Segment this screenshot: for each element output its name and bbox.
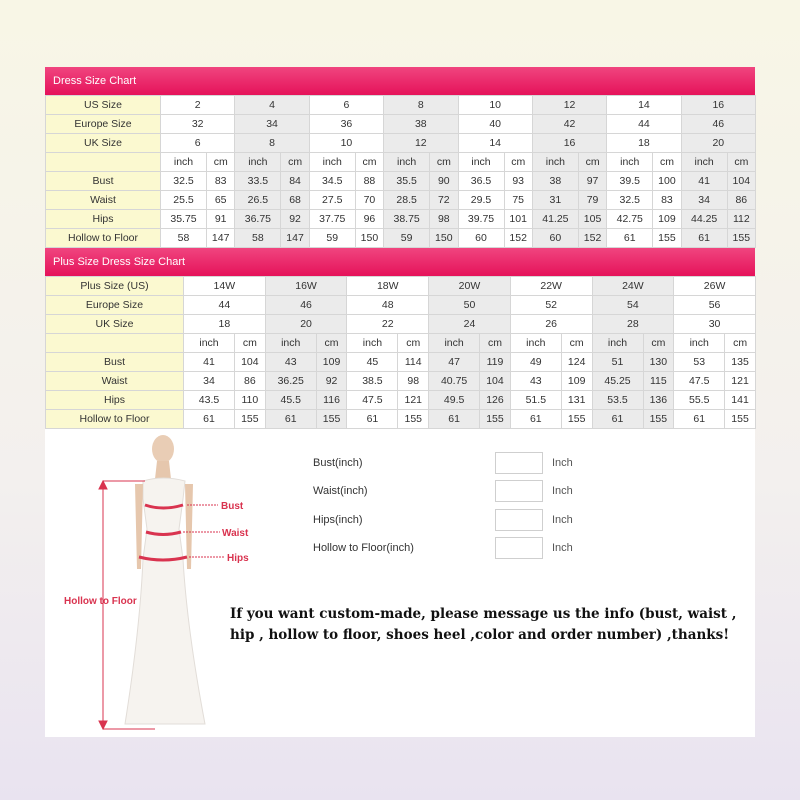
measurement-cell: 27.5: [309, 191, 355, 210]
measurement-cell: 58: [161, 229, 207, 248]
size-row: [46, 115, 756, 134]
measurement-section: [45, 429, 755, 737]
measurement-cell: 60: [532, 229, 578, 248]
measurement-cell: 39.5: [607, 172, 653, 191]
unit-cell: inch: [429, 334, 480, 353]
measurement-cell: 41: [184, 353, 235, 372]
measurement-cell: 155: [727, 229, 755, 248]
size-cell: 44: [184, 296, 266, 315]
size-cell: 44: [607, 115, 681, 134]
field-label: Hollow to Floor(inch): [313, 542, 414, 554]
measurement-cell: 51.5: [510, 391, 561, 410]
size-cell: 18: [184, 315, 266, 334]
measurement-cell: 34.5: [309, 172, 355, 191]
unit-cell: cm: [398, 334, 429, 353]
measurement-cell: 124: [561, 353, 592, 372]
size-cell: 20: [681, 134, 755, 153]
measurement-cell: 36.25: [265, 372, 316, 391]
model-head: [152, 435, 174, 463]
field-label: Bust(inch): [313, 457, 363, 469]
size-cell: 20: [265, 315, 347, 334]
field-label: Waist(inch): [313, 485, 368, 497]
measurement-row: [46, 372, 756, 391]
measurement-cell: 155: [235, 410, 266, 429]
row-label: Bust: [46, 172, 161, 191]
measurement-cell: 155: [561, 410, 592, 429]
measurement-cell: 155: [653, 229, 681, 248]
measurement-cell: 131: [561, 391, 592, 410]
size-cell: 16: [681, 96, 755, 115]
row-label: UK Size: [46, 134, 161, 153]
measurement-cell: 38.75: [384, 210, 430, 229]
bust-field-row: [313, 457, 573, 469]
unit-cell: cm: [561, 334, 592, 353]
hips-input[interactable]: [495, 509, 543, 531]
row-label: Waist: [46, 372, 184, 391]
size-cell: 30: [674, 315, 756, 334]
measurement-cell: 32.5: [607, 191, 653, 210]
size-cell: 6: [309, 96, 383, 115]
measurement-cell: 72: [430, 191, 458, 210]
measurement-cell: 110: [235, 391, 266, 410]
size-cell: 46: [265, 296, 347, 315]
measurement-cell: 147: [281, 229, 309, 248]
measurement-cell: 92: [316, 372, 347, 391]
measurement-cell: 47.5: [347, 391, 398, 410]
measurement-cell: 61: [681, 229, 727, 248]
measurement-cell: 88: [355, 172, 383, 191]
measurement-cell: 119: [480, 353, 511, 372]
row-label: US Size: [46, 96, 161, 115]
measurement-cell: 121: [398, 391, 429, 410]
dress-measurement-diagram: [45, 429, 305, 737]
size-cell: 18: [607, 134, 681, 153]
size-cell: 22: [347, 315, 429, 334]
measurement-cell: 155: [398, 410, 429, 429]
measurement-cell: 41: [681, 172, 727, 191]
row-label: Europe Size: [46, 296, 184, 315]
size-cell: 12: [384, 134, 458, 153]
measurement-cell: 59: [384, 229, 430, 248]
size-cell: 26: [510, 315, 592, 334]
hollow-to-floor-label: Hollow to Floor: [64, 596, 137, 607]
unit-cell: cm: [355, 153, 383, 172]
measurement-cell: 28.5: [384, 191, 430, 210]
measurement-cell: 135: [725, 353, 756, 372]
size-cell: 42: [532, 115, 606, 134]
measurement-cell: 61: [674, 410, 725, 429]
size-cell: 2: [161, 96, 235, 115]
bust-label: Bust: [221, 501, 244, 512]
measurement-cell: 39.75: [458, 210, 504, 229]
row-label: Waist: [46, 191, 161, 210]
measurement-cell: 40.75: [429, 372, 480, 391]
measurement-cell: 61: [510, 410, 561, 429]
measurement-cell: 60: [458, 229, 504, 248]
measurement-cell: 155: [480, 410, 511, 429]
measurement-cell: 115: [643, 372, 674, 391]
unit-cell: inch: [384, 153, 430, 172]
size-cell: 32: [161, 115, 235, 134]
size-cell: 34: [235, 115, 309, 134]
waist-input[interactable]: [495, 480, 543, 502]
measurement-cell: 61: [429, 410, 480, 429]
row-label: Hollow to Floor: [46, 410, 184, 429]
measurement-cell: 101: [504, 210, 532, 229]
measurement-row: [46, 391, 756, 410]
measurement-cell: 130: [643, 353, 674, 372]
unit-cell: cm: [207, 153, 235, 172]
row-label: Hips: [46, 391, 184, 410]
size-cell: 28: [592, 315, 674, 334]
size-cell: 14: [607, 96, 681, 115]
measurement-cell: 116: [316, 391, 347, 410]
unit-cell: inch: [532, 153, 578, 172]
unit-cell: inch: [347, 334, 398, 353]
measurement-cell: 49: [510, 353, 561, 372]
size-cell: 22W: [510, 277, 592, 296]
measurement-cell: 38: [532, 172, 578, 191]
measurement-cell: 105: [578, 210, 606, 229]
size-row: [46, 134, 756, 153]
measurement-cell: 114: [398, 353, 429, 372]
plus-size-chart: [45, 248, 755, 429]
measurement-cell: 61: [592, 410, 643, 429]
page-content: [45, 67, 755, 737]
measurement-cell: 61: [184, 410, 235, 429]
measurement-cell: 34: [681, 191, 727, 210]
measurement-cell: 33.5: [235, 172, 281, 191]
measurement-cell: 51: [592, 353, 643, 372]
size-cell: 16: [532, 134, 606, 153]
measurement-cell: 141: [725, 391, 756, 410]
row-label: UK Size: [46, 315, 184, 334]
unit-cell: cm: [578, 153, 606, 172]
measurement-cell: 53: [674, 353, 725, 372]
unit-label: Inch: [552, 485, 573, 497]
size-row: [46, 277, 756, 296]
measurement-cell: 59: [309, 229, 355, 248]
measurement-cell: 90: [430, 172, 458, 191]
size-row: [46, 96, 756, 115]
measurement-cell: 147: [207, 229, 235, 248]
unit-cell: inch: [592, 334, 643, 353]
size-cell: 50: [429, 296, 511, 315]
measurement-cell: 83: [207, 172, 235, 191]
measurement-cell: 109: [561, 372, 592, 391]
measurement-cell: 31: [532, 191, 578, 210]
measurement-cell: 45.25: [592, 372, 643, 391]
unit-cell: cm: [480, 334, 511, 353]
measurement-cell: 104: [480, 372, 511, 391]
measurement-cell: 55.5: [674, 391, 725, 410]
measurement-cell: 49.5: [429, 391, 480, 410]
unit-cell: inch: [184, 334, 235, 353]
measurement-cell: 61: [607, 229, 653, 248]
measurement-cell: 91: [207, 210, 235, 229]
size-row: [46, 296, 756, 315]
measurement-cell: 43: [265, 353, 316, 372]
bust-input[interactable]: [495, 452, 543, 474]
measurement-cell: 86: [235, 372, 266, 391]
measurement-cell: 25.5: [161, 191, 207, 210]
measurement-row: [46, 229, 756, 248]
unit-cell: inch: [458, 153, 504, 172]
size-cell: 56: [674, 296, 756, 315]
size-cell: 14W: [184, 277, 266, 296]
size-cell: 52: [510, 296, 592, 315]
measurement-cell: 100: [653, 172, 681, 191]
size-cell: 8: [384, 96, 458, 115]
measurement-cell: 93: [504, 172, 532, 191]
size-table: [45, 95, 756, 248]
row-label: Europe Size: [46, 115, 161, 134]
size-cell: 48: [347, 296, 429, 315]
measurement-cell: 44.25: [681, 210, 727, 229]
measurement-cell: 38.5: [347, 372, 398, 391]
measurement-cell: 42.75: [607, 210, 653, 229]
size-cell: 24: [429, 315, 511, 334]
dress-size-chart: [45, 67, 755, 248]
measurement-cell: 26.5: [235, 191, 281, 210]
measurement-cell: 34: [184, 372, 235, 391]
unit-cell: cm: [430, 153, 458, 172]
measurement-cell: 152: [504, 229, 532, 248]
size-cell: 54: [592, 296, 674, 315]
measurement-cell: 98: [398, 372, 429, 391]
unit-cell: cm: [235, 334, 266, 353]
measurement-cell: 96: [355, 210, 383, 229]
measurement-cell: 29.5: [458, 191, 504, 210]
size-table: [45, 276, 756, 429]
waist-field-row: [313, 485, 573, 497]
row-label: Hollow to Floor: [46, 229, 161, 248]
measurement-cell: 104: [235, 353, 266, 372]
unit-cell: cm: [725, 334, 756, 353]
unit-cell: inch: [674, 334, 725, 353]
measurement-row: [46, 172, 756, 191]
hips-label: Hips: [227, 553, 249, 564]
unit-cell: cm: [504, 153, 532, 172]
custom-made-note: If you want custom-made, please message us the info (bust, waist , hip , hollow to floor, shoes heel ,color and order number) ,thanks!: [230, 606, 737, 643]
measurement-cell: 43: [510, 372, 561, 391]
hips-field-row: [313, 514, 573, 526]
measurement-cell: 65: [207, 191, 235, 210]
measurement-cell: 97: [578, 172, 606, 191]
size-cell: 16W: [265, 277, 347, 296]
measurement-cell: 32.5: [161, 172, 207, 191]
measurement-cell: 36.75: [235, 210, 281, 229]
measurement-cell: 47.5: [674, 372, 725, 391]
waist-label: Waist: [222, 528, 249, 539]
size-cell: 18W: [347, 277, 429, 296]
size-cell: 46: [681, 115, 755, 134]
measurement-cell: 136: [643, 391, 674, 410]
unit-label: Inch: [552, 457, 573, 469]
unit-cell: inch: [510, 334, 561, 353]
measurement-cell: 41.25: [532, 210, 578, 229]
measurement-row: [46, 410, 756, 429]
unit-cell: cm: [727, 153, 755, 172]
measurement-cell: 36.5: [458, 172, 504, 191]
measurement-cell: 121: [725, 372, 756, 391]
unit-label: Inch: [552, 514, 573, 526]
unit-cell: cm: [316, 334, 347, 353]
unit-cell: inch: [235, 153, 281, 172]
chart-title: Dress Size Chart: [45, 67, 755, 95]
measurement-cell: 61: [265, 410, 316, 429]
unit-cell: inch: [265, 334, 316, 353]
row-label: Bust: [46, 353, 184, 372]
measurement-cell: 68: [281, 191, 309, 210]
measurement-cell: 45.5: [265, 391, 316, 410]
size-cell: 10: [309, 134, 383, 153]
measurement-row: [46, 353, 756, 372]
size-cell: 6: [161, 134, 235, 153]
measurement-cell: 53.5: [592, 391, 643, 410]
measurement-cell: 43.5: [184, 391, 235, 410]
measurement-cell: 35.75: [161, 210, 207, 229]
size-row: [46, 315, 756, 334]
unit-cell: cm: [281, 153, 309, 172]
unit-label: Inch: [552, 542, 573, 554]
measurement-row: [46, 191, 756, 210]
hollow-to-floor-input[interactable]: [495, 537, 543, 559]
measurement-cell: 155: [643, 410, 674, 429]
unit-cell: inch: [161, 153, 207, 172]
unit-cell: inch: [309, 153, 355, 172]
measurement-cell: 112: [727, 210, 755, 229]
measurement-cell: 84: [281, 172, 309, 191]
size-cell: 8: [235, 134, 309, 153]
measurement-cell: 152: [578, 229, 606, 248]
measurement-cell: 75: [504, 191, 532, 210]
size-cell: 20W: [429, 277, 511, 296]
measurement-cell: 47: [429, 353, 480, 372]
size-cell: 38: [384, 115, 458, 134]
row-label: [46, 334, 184, 353]
unit-cell: inch: [681, 153, 727, 172]
field-label: Hips(inch): [313, 514, 363, 526]
size-cell: 14: [458, 134, 532, 153]
unit-cell: inch: [607, 153, 653, 172]
size-cell: 4: [235, 96, 309, 115]
size-cell: 24W: [592, 277, 674, 296]
hollow-field-row: [313, 542, 573, 554]
measurement-cell: 155: [316, 410, 347, 429]
row-label: Plus Size (US): [46, 277, 184, 296]
measurement-cell: 155: [725, 410, 756, 429]
measurement-cell: 98: [430, 210, 458, 229]
measurement-cell: 86: [727, 191, 755, 210]
unit-row: [46, 153, 756, 172]
measurement-cell: 37.75: [309, 210, 355, 229]
measurement-cell: 61: [347, 410, 398, 429]
measurement-cell: 150: [355, 229, 383, 248]
row-label: [46, 153, 161, 172]
measurement-cell: 92: [281, 210, 309, 229]
measurement-cell: 35.5: [384, 172, 430, 191]
measurement-cell: 83: [653, 191, 681, 210]
measurement-cell: 126: [480, 391, 511, 410]
measurement-cell: 150: [430, 229, 458, 248]
size-cell: 40: [458, 115, 532, 134]
measurement-cell: 70: [355, 191, 383, 210]
size-cell: 10: [458, 96, 532, 115]
measurement-row: [46, 210, 756, 229]
unit-row: [46, 334, 756, 353]
unit-cell: cm: [653, 153, 681, 172]
measurement-cell: 104: [727, 172, 755, 191]
row-label: Hips: [46, 210, 161, 229]
measurement-cell: 79: [578, 191, 606, 210]
measurement-cell: 109: [316, 353, 347, 372]
size-cell: 36: [309, 115, 383, 134]
unit-cell: cm: [643, 334, 674, 353]
chart-title: Plus Size Dress Size Chart: [45, 248, 755, 276]
size-cell: 12: [532, 96, 606, 115]
measurement-cell: 109: [653, 210, 681, 229]
measurement-cell: 45: [347, 353, 398, 372]
measurement-cell: 58: [235, 229, 281, 248]
size-cell: 26W: [674, 277, 756, 296]
